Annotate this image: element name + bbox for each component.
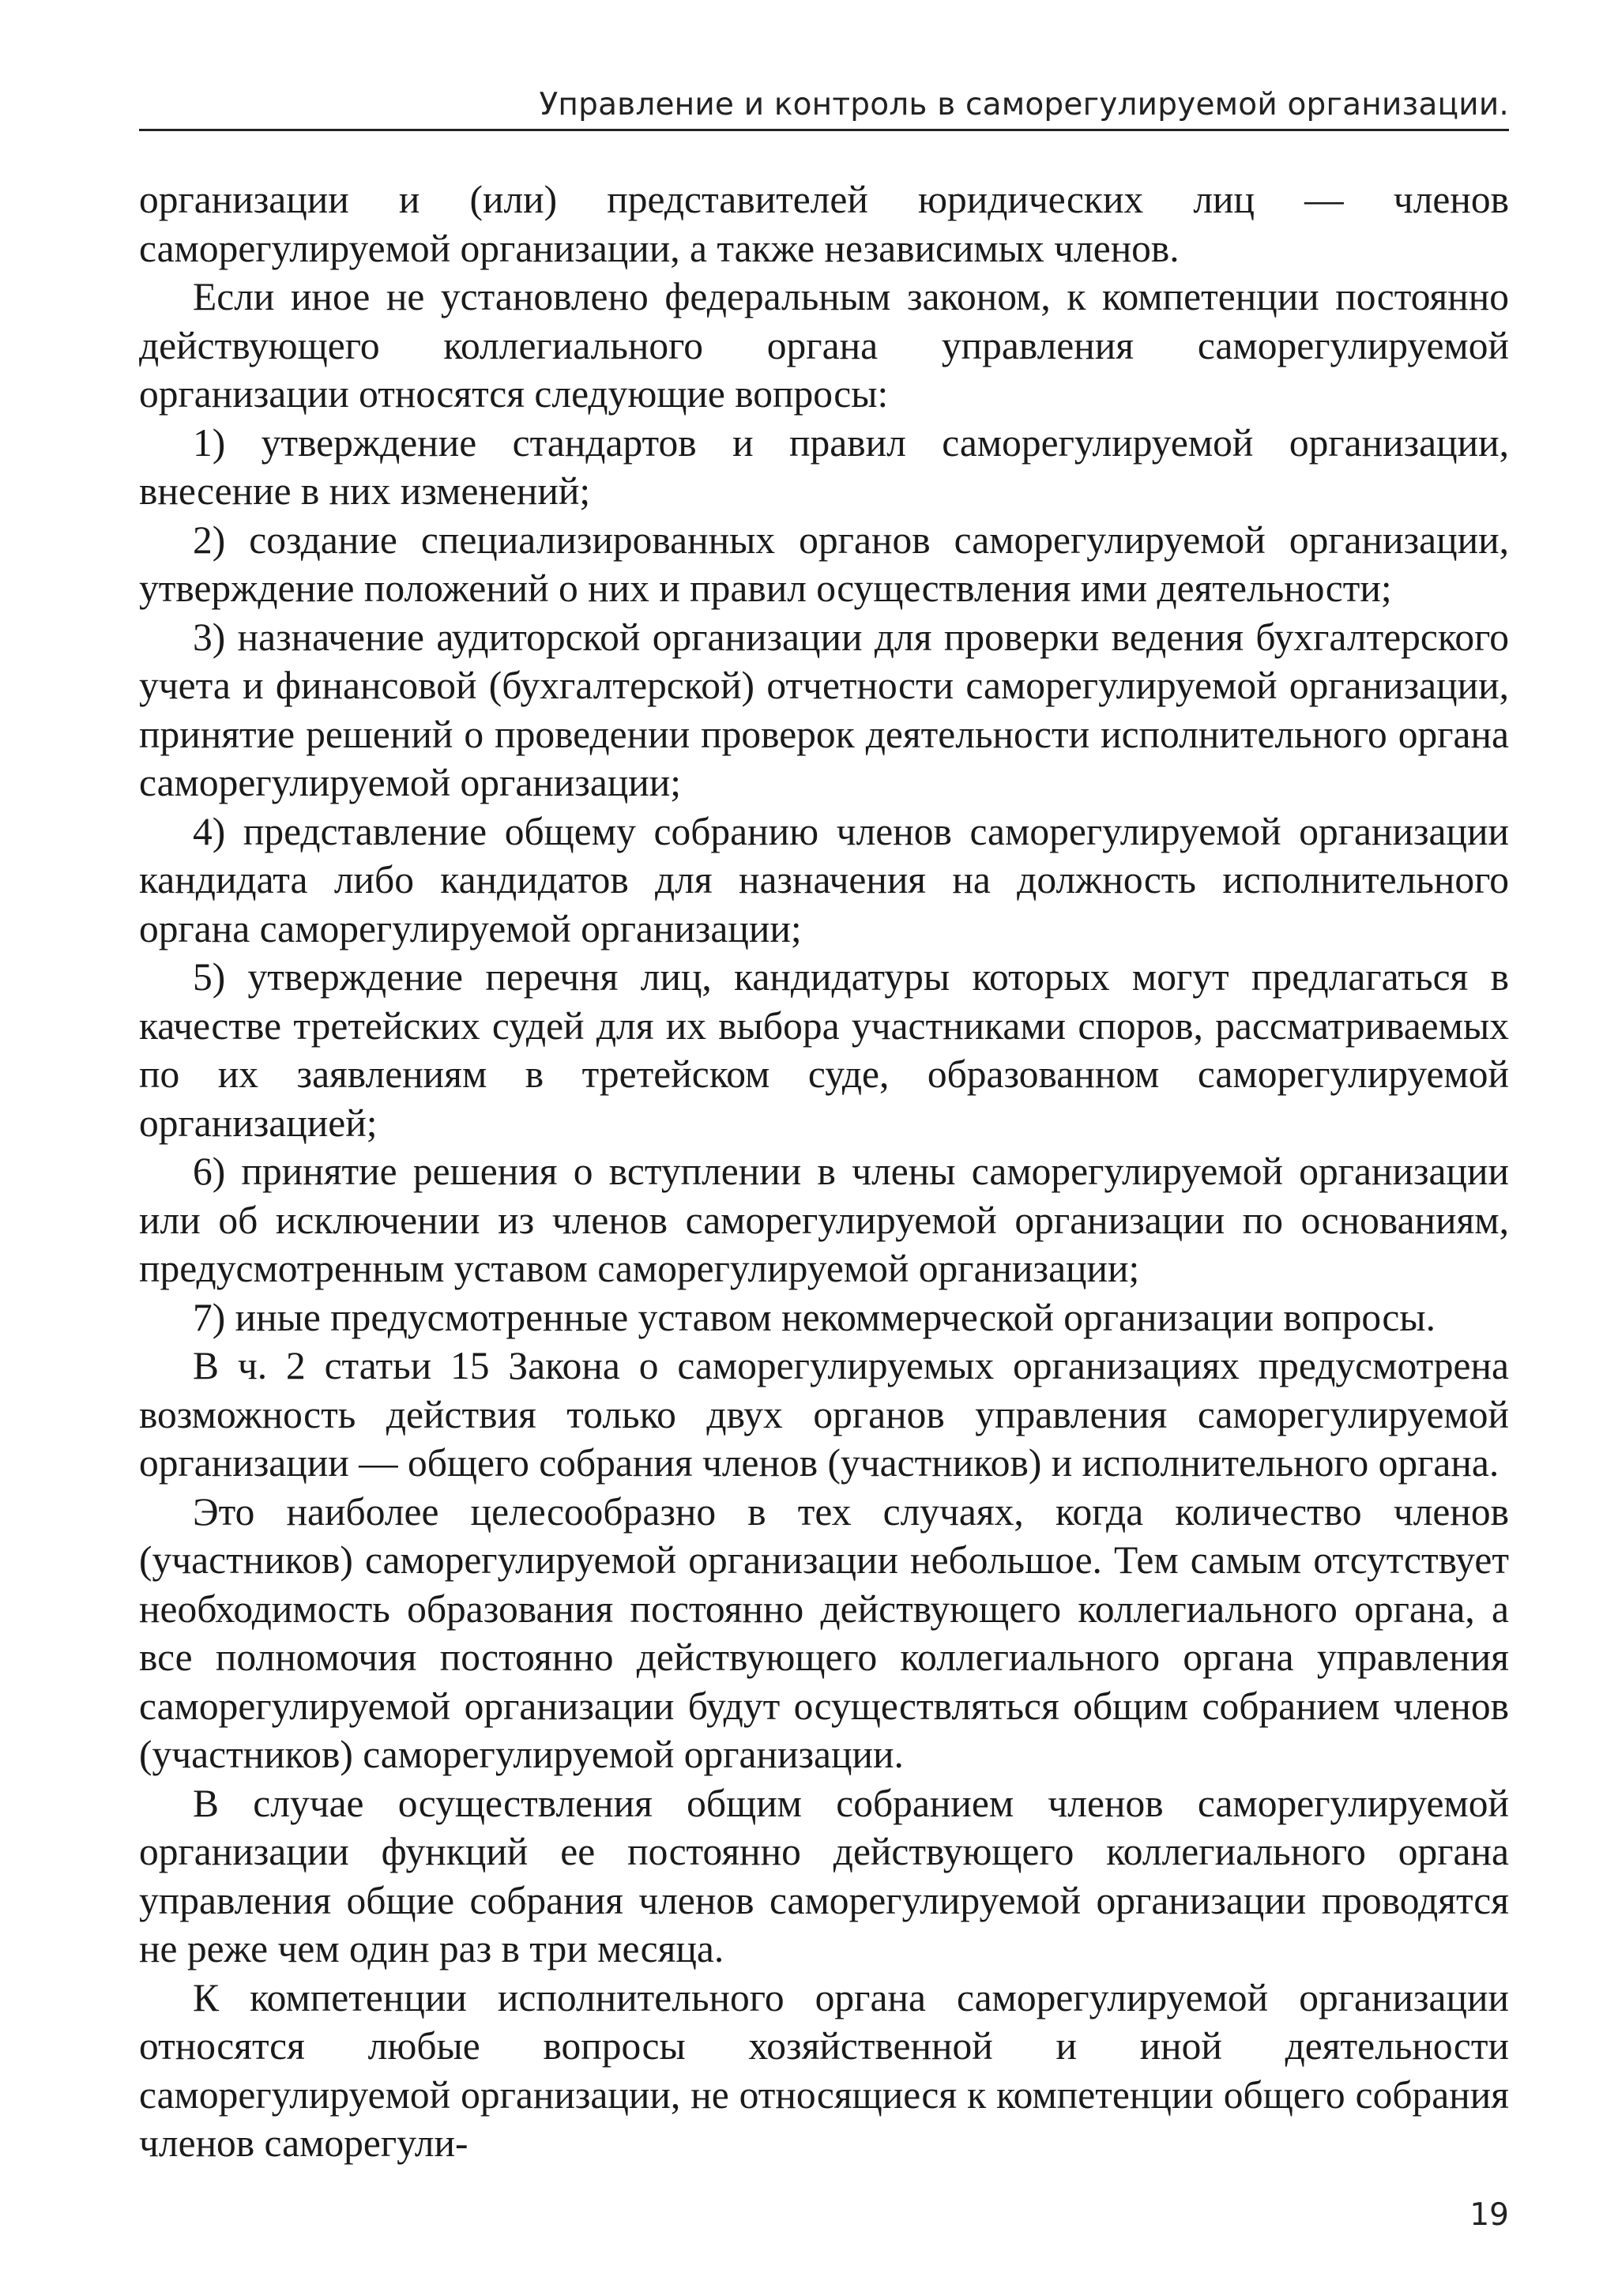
paragraph-expediency: Это наиболее целесообразно в тех случаях, когда количество членов (участников) саморегулируемой организации небольшое. Тем самым отсутствует необходимость образования постоянно действующего коллегиального органа, а все полномочия постоянно действующего коллегиального органа управления саморегулируемой организации будут осуществляться общим собранием членов (участников) саморегулируемой организации. (139, 1489, 1509, 1776)
list-item-3: 3) назначение аудиторской организации для проверки ведения бухгалтерского учета и финансовой (бухгалтерской) отчетности саморегулируемой организации, принятие решений о проведении проверок деятельности исполнительного органа саморегулируемой организации; (139, 615, 1509, 804)
list-item-4: 4) представление общему собранию членов саморегулируемой организации кандидата либо кандидатов для назначения на должность исполнительного органа саморегулируемой организации; (139, 809, 1509, 950)
paragraph-executive-competence: К компетенции исполнительного органа саморегулируемой организации относятся любые вопросы хозяйственной и иной деятельности саморегулируемой организации, не относящиеся к компетенции общего собрания членов саморегули- (139, 1975, 1509, 2165)
paragraph-law-reference: В ч. 2 статьи 15 Закона о саморегулируемых организациях предусмотрена возможность действия только двух органов управления саморегулируемой организации — общего собрания членов (участников) и исполнительного органа. (139, 1344, 1509, 1485)
running-header-title: Управление и контроль в саморегулируемой организации. (539, 87, 1509, 122)
page-body (139, 175, 1509, 2168)
list-item-2: 2) создание специализированных органов саморегулируемой организации, утверждение положений о них и правил осуществления ими деятельности; (139, 518, 1509, 610)
list-item-7: 7) иные предусмотренные уставом некоммерческой организации вопросы. (193, 1295, 1436, 1339)
paragraph-continuation: организации и (или) представителей юридических лиц — членов саморегулируемой организации, а также независимых членов. (139, 178, 1509, 270)
list-item-6: 6) принятие решения о вступлении в члены саморегулируемой организации или об исключении из членов саморегулируемой организации по основаниям, предусмотренным уставом саморегулируемой организации; (139, 1150, 1509, 1290)
list-item-1: 1) утверждение стандартов и правил саморегулируемой организации, внесение в них изменений; (139, 420, 1509, 513)
list-item-5: 5) утверждение перечня лиц, кандидатуры которых могут предлагаться в качестве третейских судей для их выбора участниками споров, рассматриваемых по их заявлениям в третейском суде, образованном саморегулируемой организацией; (139, 955, 1509, 1145)
page-number: 19 (1469, 2197, 1509, 2233)
paragraph-intro: Если иное не установлено федеральным законом, к компетенции постоянно действующего коллегиального органа управления саморегулируемой организации относятся следующие вопросы: (139, 275, 1509, 416)
running-header (139, 76, 1509, 131)
paragraph-meetings: В случае осуществления общим собранием членов саморегулируемой организации функций ее постоянно действующего коллегиального органа управления общие собрания членов саморегулируемой организации проводятся не реже чем один раз в три месяца. (139, 1781, 1509, 1970)
